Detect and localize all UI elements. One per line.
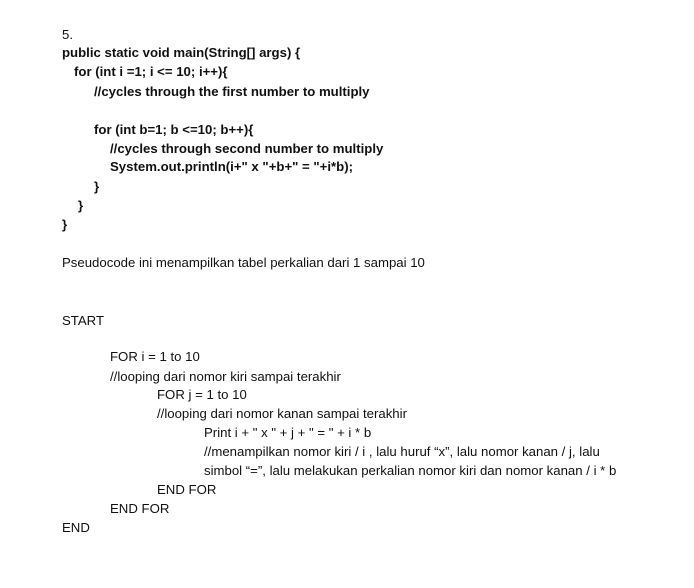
pseudo-print: Print i + " x " + j + " = " + i * b [204, 425, 372, 440]
description-text: Pseudocode ini menampilkan tabel perkalian dari 1 sampai 10 [62, 255, 425, 270]
code-line-inner-comment: //cycles through second number to multiply [110, 141, 384, 156]
code-line-close-outer: } [78, 198, 84, 213]
pseudo-comment-outer: //looping dari nomor kiri sampai terakhir [110, 369, 341, 384]
code-line-close-main: } [62, 217, 68, 232]
pseudo-for-j: FOR j = 1 to 10 [157, 387, 247, 402]
pseudo-end-for-inner: END FOR [157, 482, 217, 497]
pseudo-comment-print-1: //menampilkan nomor kiri / i , lalu huruf “x”, lalu nomor kanan / j, lalu [204, 444, 600, 459]
question-number: 5. [62, 27, 73, 42]
code-line-close-inner: } [94, 179, 100, 194]
pseudo-for-i: FOR i = 1 to 10 [110, 349, 200, 364]
pseudo-end-for-outer: END FOR [110, 501, 170, 516]
pseudo-start: START [62, 313, 105, 328]
code-line-main-signature: public static void main(String[] args) { [62, 45, 301, 60]
pseudo-comment-inner: //looping dari nomor kanan sampai terakhir [157, 406, 407, 421]
code-line-outer-for: for (int i =1; i <= 10; i++){ [74, 64, 228, 79]
code-line-inner-for: for (int b=1; b <=10; b++){ [94, 122, 254, 137]
code-line-outer-comment: //cycles through the first number to multiply [94, 84, 370, 99]
code-line-println: System.out.println(i+" x "+b+" = "+i*b); [110, 159, 354, 174]
pseudo-end: END [62, 520, 90, 535]
pseudo-comment-print-2: simbol “=”, lalu melakukan perkalian nomor kiri dan nomor kanan / i * b [204, 463, 617, 478]
